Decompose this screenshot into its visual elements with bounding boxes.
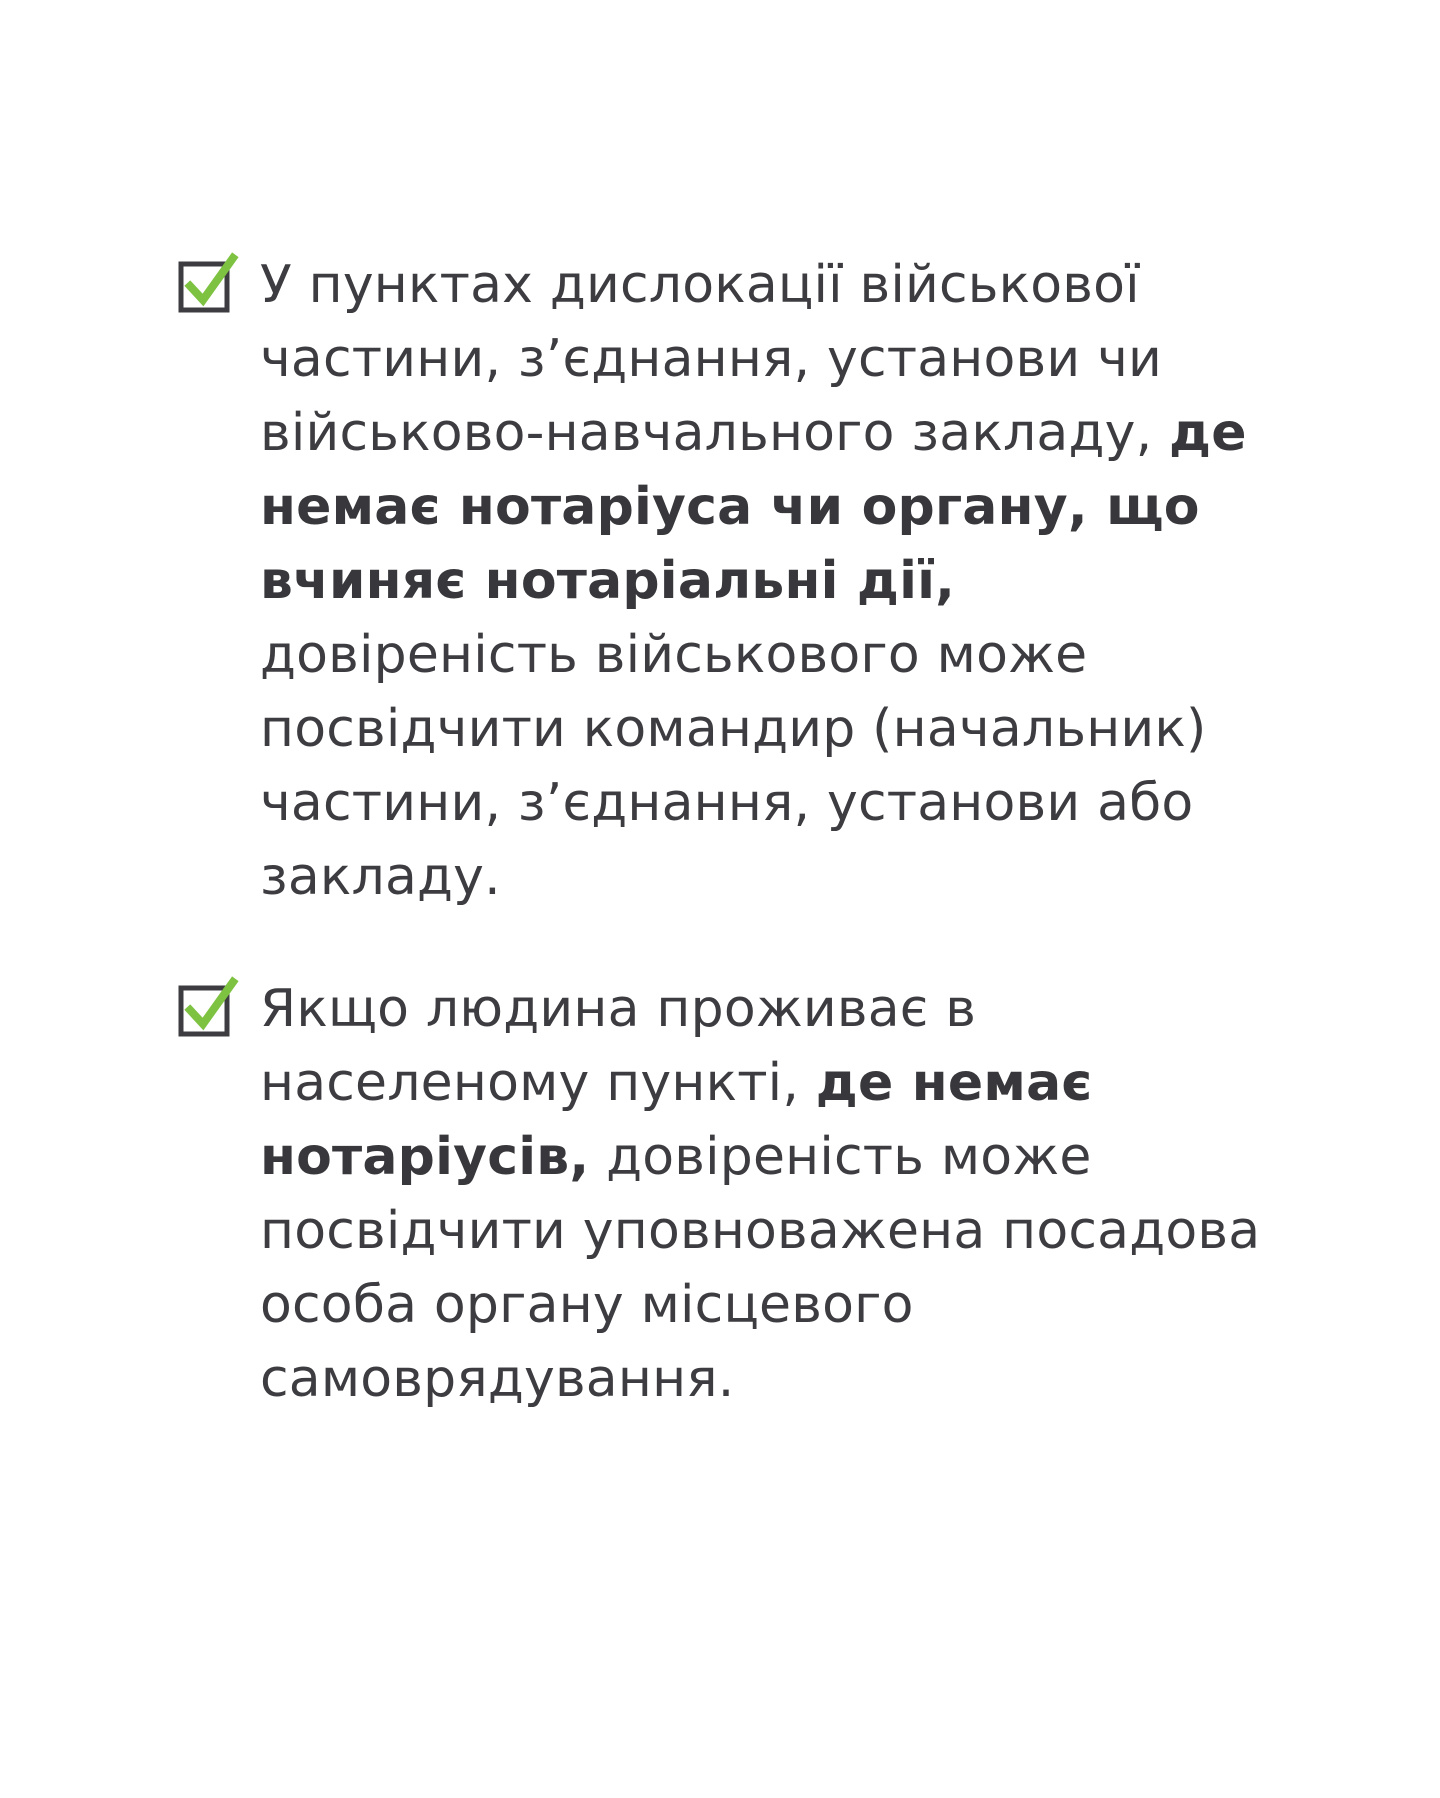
list-item <box>176 248 1276 914</box>
item-text-bold: де немає нотаріуса чи органу, що вчиняє нотаріальні дії, <box>260 403 1247 611</box>
checkbox-checked-icon <box>176 252 240 316</box>
item-text-regular: довіреність військового може посвідчити командир (начальник) частини, з’єднання, установи або закладу. <box>260 625 1207 907</box>
notes-list <box>176 248 1276 1416</box>
item-text <box>260 972 1276 1416</box>
checkbox-checked-icon <box>176 976 240 1040</box>
item-text <box>260 248 1276 914</box>
item-text-bold: де немає нотаріусів, <box>260 1053 1093 1187</box>
list-item <box>176 972 1276 1416</box>
item-text-regular: Якщо людина проживає в населеному пункті, <box>260 979 977 1113</box>
item-text-regular: У пунктах дислокації військової частини, з’єднання, установи чи військово-навчального закладу, <box>260 255 1170 463</box>
item-text-regular: довіреність може посвідчити уповноважена посадова особа органу місцевого самоврядування. <box>260 1127 1261 1409</box>
